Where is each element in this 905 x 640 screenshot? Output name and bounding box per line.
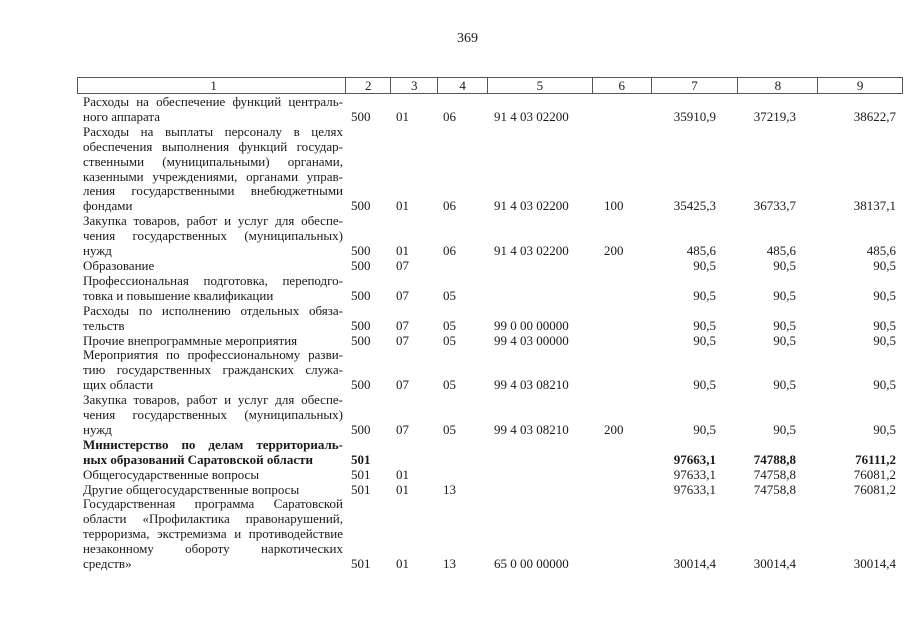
- cell-c2: 500: [351, 317, 371, 333]
- table-row: [77, 334, 903, 349]
- description-line: ственными (муниципальными) органами,: [83, 154, 343, 169]
- description-line: Мероприятия по профессиональному разви-: [83, 348, 343, 363]
- cell-c8: 74758,8: [753, 466, 796, 482]
- cell-c2: 500: [351, 332, 371, 348]
- cell-c9: 76081,2: [853, 481, 896, 497]
- cell-c3: 01: [396, 481, 409, 497]
- cell-c9: 76081,2: [853, 466, 896, 482]
- description-line: терроризма, экстремизма и противодействие: [83, 527, 343, 542]
- cell-c9: 90,5: [873, 287, 896, 303]
- page-number: 369: [457, 31, 478, 46]
- description-line: ления государственными внебюджетными: [83, 184, 343, 199]
- cell-c3: 01: [396, 198, 409, 214]
- cell-c4: 05: [443, 332, 456, 348]
- table-row: [77, 95, 903, 125]
- column-header: 6: [592, 78, 651, 93]
- cell-c7: 35910,9: [673, 108, 716, 124]
- description-line: незаконному обороту наркотических: [83, 542, 343, 557]
- cell-c5: 99 4 03 08210: [494, 421, 569, 437]
- row-description: [77, 274, 345, 304]
- cell-c8: 90,5: [773, 377, 796, 393]
- column-header: 3: [390, 78, 437, 93]
- column-header: 2: [345, 78, 390, 93]
- table-row: [77, 497, 903, 572]
- column-header: 1: [210, 78, 217, 93]
- cell-c5: 99 4 03 08210: [494, 377, 569, 393]
- cell-c8: 30014,4: [753, 556, 796, 572]
- cell-c3: 01: [396, 556, 409, 572]
- description-line: Закупка товаров, работ и услуг для обеспе-: [83, 393, 343, 408]
- cell-c6: 100: [604, 198, 624, 214]
- cell-c4: 13: [443, 481, 456, 497]
- description-line: Министерство по делам территориаль-: [83, 437, 343, 452]
- cell-c5: 91 4 03 02200: [494, 198, 569, 214]
- cell-c4: 13: [443, 556, 456, 572]
- cell-c3: 01: [396, 108, 409, 124]
- row-description: [77, 483, 345, 498]
- cell-c7: 90,5: [693, 377, 716, 393]
- table-row: [77, 483, 903, 498]
- cell-c8: 90,5: [773, 287, 796, 303]
- table-row: [77, 393, 903, 438]
- table-row: [77, 348, 903, 393]
- description-line: щих области: [83, 378, 154, 393]
- table-body: [77, 94, 903, 572]
- description-line: чения государственных (муниципальных): [83, 408, 343, 423]
- row-description: [77, 214, 345, 259]
- cell-c3: 07: [396, 317, 409, 333]
- cell-c7: 90,5: [693, 332, 716, 348]
- cell-c3: 07: [396, 287, 409, 303]
- description-line: Прочие внепрограммные мероприятия: [83, 333, 298, 348]
- table-row: [77, 274, 903, 304]
- cell-c2: 501: [351, 451, 371, 467]
- table-row: [77, 438, 903, 468]
- cell-c2: 500: [351, 243, 371, 259]
- description-line: казенными учреждениями, органами управ-: [83, 169, 343, 184]
- table-row: [77, 259, 903, 274]
- row-description: [77, 438, 345, 468]
- table-header-row: [77, 77, 903, 94]
- column-header: 4: [437, 78, 487, 93]
- budget-table: [77, 77, 903, 572]
- cell-c8: 90,5: [773, 257, 796, 273]
- cell-c8: 90,5: [773, 317, 796, 333]
- row-description: [77, 95, 345, 125]
- row-description: [77, 497, 345, 572]
- cell-c4: 05: [443, 317, 456, 333]
- table-row: [77, 125, 903, 214]
- cell-c6: 200: [604, 421, 624, 437]
- cell-c8: 74758,8: [753, 481, 796, 497]
- cell-c3: 07: [396, 421, 409, 437]
- cell-c9: 90,5: [873, 421, 896, 437]
- cell-c3: 07: [396, 332, 409, 348]
- description-line: Расходы на обеспечение функций централь-: [83, 95, 343, 109]
- cell-c7: 90,5: [693, 317, 716, 333]
- row-description: [77, 304, 345, 334]
- description-line: нужд: [83, 244, 112, 259]
- cell-c6: 200: [604, 243, 624, 259]
- cell-c7: 97663,1: [673, 451, 716, 467]
- cell-c2: 501: [351, 556, 371, 572]
- cell-c7: 90,5: [693, 287, 716, 303]
- row-description: [77, 468, 345, 483]
- row-description: [77, 393, 345, 438]
- description-line: Расходы на выплаты персоналу в целях: [83, 124, 343, 139]
- cell-c5: 91 4 03 02200: [494, 108, 569, 124]
- cell-c5: 65 0 00 00000: [494, 556, 569, 572]
- table-row: [77, 468, 903, 483]
- cell-c4: 05: [443, 421, 456, 437]
- cell-c9: 90,5: [873, 332, 896, 348]
- cell-c8: 90,5: [773, 421, 796, 437]
- cell-c9: 90,5: [873, 257, 896, 273]
- cell-c2: 500: [351, 377, 371, 393]
- description-line: тию государственных гражданских служа-: [83, 363, 343, 378]
- cell-c4: 06: [443, 198, 456, 214]
- table-row: [77, 304, 903, 334]
- cell-c8: 37219,3: [753, 108, 796, 124]
- cell-c4: 05: [443, 377, 456, 393]
- description-line: фондами: [83, 199, 133, 214]
- description-line: тельств: [83, 318, 125, 333]
- cell-c9: 38137,1: [853, 198, 896, 214]
- cell-c9: 485,6: [866, 243, 896, 259]
- cell-c7: 90,5: [693, 257, 716, 273]
- column-header: 5: [487, 78, 592, 93]
- column-header: 9: [817, 78, 902, 93]
- cell-c3: 01: [396, 466, 409, 482]
- cell-c7: 90,5: [693, 421, 716, 437]
- description-line: нужд: [83, 422, 112, 437]
- row-description: [77, 334, 345, 349]
- cell-c8: 74788,8: [753, 451, 796, 467]
- cell-c3: 07: [396, 257, 409, 273]
- description-line: Расходы по исполнению отдельных обяза-: [83, 303, 343, 318]
- cell-c8: 485,6: [766, 243, 796, 259]
- description-line: Государственная программа Саратовской: [83, 497, 343, 512]
- cell-c9: 38622,7: [853, 108, 896, 124]
- description-line: Общегосударственные вопросы: [83, 467, 260, 482]
- cell-c2: 500: [351, 421, 371, 437]
- column-header: 8: [737, 78, 817, 93]
- row-description: [77, 259, 345, 274]
- cell-c9: 76111,2: [855, 451, 896, 467]
- description-line: ного аппарата: [83, 109, 161, 124]
- cell-c7: 97633,1: [673, 466, 716, 482]
- cell-c7: 485,6: [686, 243, 716, 259]
- cell-c2: 500: [351, 257, 371, 273]
- cell-c9: 90,5: [873, 317, 896, 333]
- cell-c5: 91 4 03 02200: [494, 243, 569, 259]
- cell-c8: 36733,7: [753, 198, 796, 214]
- cell-c2: 501: [351, 481, 371, 497]
- cell-c2: 500: [351, 287, 371, 303]
- description-line: области «Профилактика правонарушений,: [83, 512, 343, 527]
- cell-c7: 30014,4: [673, 556, 716, 572]
- column-header: 7: [651, 78, 738, 93]
- cell-c7: 35425,3: [673, 198, 716, 214]
- row-description: [77, 348, 345, 393]
- cell-c4: 05: [443, 287, 456, 303]
- row-description: [77, 125, 345, 214]
- cell-c8: 90,5: [773, 332, 796, 348]
- table-row: [77, 214, 903, 259]
- cell-c5: 99 4 03 00000: [494, 332, 569, 348]
- description-line: Закупка товаров, работ и услуг для обеспе-: [83, 214, 343, 229]
- cell-c5: 99 0 00 00000: [494, 317, 569, 333]
- description-line: чения государственных (муниципальных): [83, 229, 343, 244]
- cell-c7: 97633,1: [673, 481, 716, 497]
- description-line: средств»: [83, 557, 132, 572]
- cell-c2: 500: [351, 108, 371, 124]
- cell-c4: 06: [443, 243, 456, 259]
- cell-c3: 07: [396, 377, 409, 393]
- cell-c9: 30014,4: [853, 556, 896, 572]
- cell-c3: 01: [396, 243, 409, 259]
- cell-c2: 501: [351, 466, 371, 482]
- description-line: Другие общегосударственные вопросы: [83, 482, 300, 497]
- cell-c2: 500: [351, 198, 371, 214]
- description-line: ных образований Саратовской области: [83, 452, 313, 467]
- cell-c4: 06: [443, 108, 456, 124]
- description-line: Образование: [83, 258, 155, 273]
- description-line: обеспечения выполнения функций государ-: [83, 139, 343, 154]
- description-line: товка и повышение квалификации: [83, 288, 274, 303]
- cell-c9: 90,5: [873, 377, 896, 393]
- description-line: Профессиональная подготовка, переподго-: [83, 273, 343, 288]
